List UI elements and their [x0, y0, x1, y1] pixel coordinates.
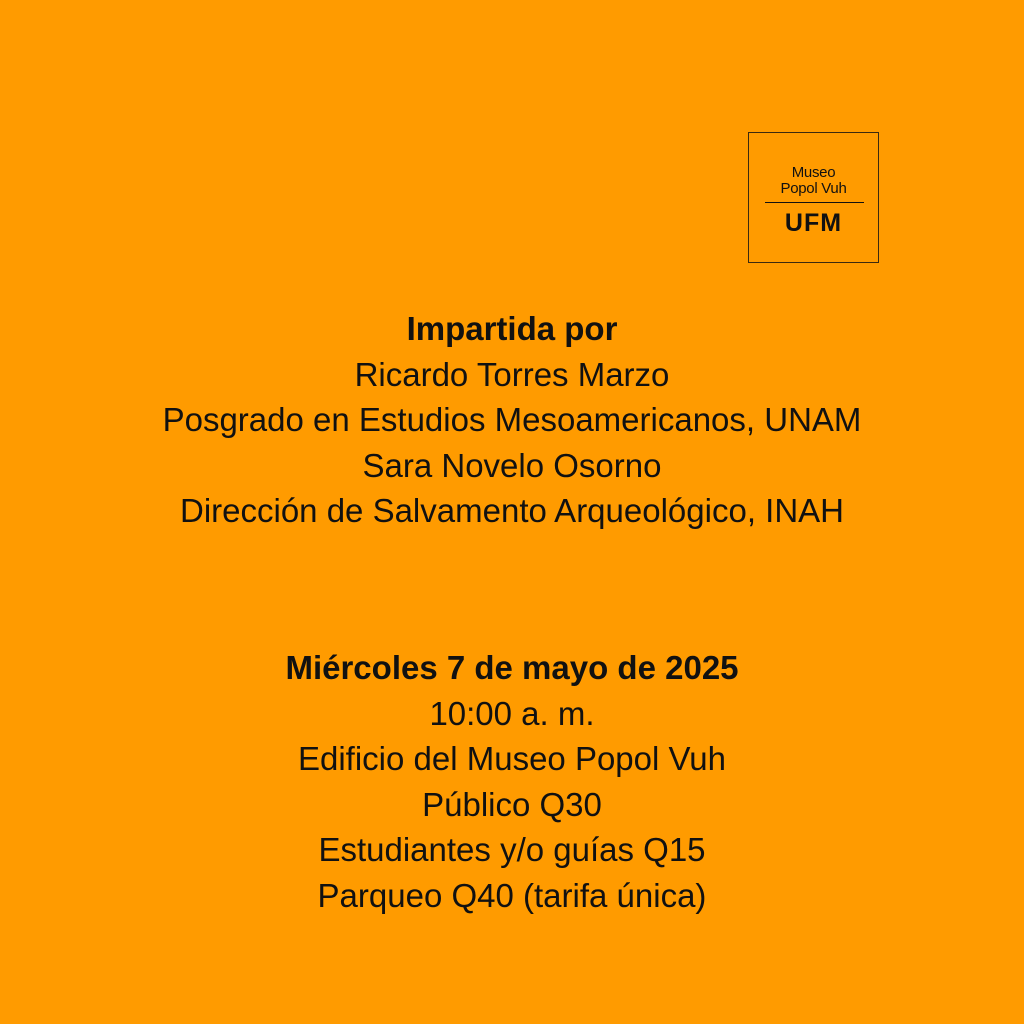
- speakers-heading: Impartida por: [406, 310, 618, 347]
- logo-popol-vuh-text: Popol Vuh: [780, 180, 847, 197]
- event-date: Miércoles 7 de mayo de 2025: [285, 649, 739, 686]
- event-venue: Edificio del Museo Popol Vuh: [297, 740, 727, 777]
- student-guide-price: Estudiantes y/o guías Q15: [318, 831, 706, 868]
- public-price: Público Q30: [422, 785, 602, 823]
- logo-museo-text: Museo: [791, 164, 836, 181]
- speaker-2-affiliation: Dirección de Salvamento Arqueológico, INAH: [179, 492, 844, 529]
- event-details-section: [0, 645, 1024, 918]
- speaker-1-affiliation: Posgrado en Estudios Mesoamericanos, UNAM: [162, 401, 862, 438]
- speaker-1-name: Ricardo Torres Marzo: [354, 355, 670, 393]
- logo-ufm-text: UFM: [784, 209, 843, 237]
- logo-divider: [765, 202, 864, 203]
- parking-price: Parqueo Q40 (tarifa única): [317, 876, 707, 914]
- event-time: 10:00 a. m.: [429, 694, 595, 732]
- speakers-section: [0, 306, 1024, 534]
- museo-popol-vuh-ufm-logo: [748, 132, 879, 263]
- speaker-2-name: Sara Novelo Osorno: [362, 446, 662, 484]
